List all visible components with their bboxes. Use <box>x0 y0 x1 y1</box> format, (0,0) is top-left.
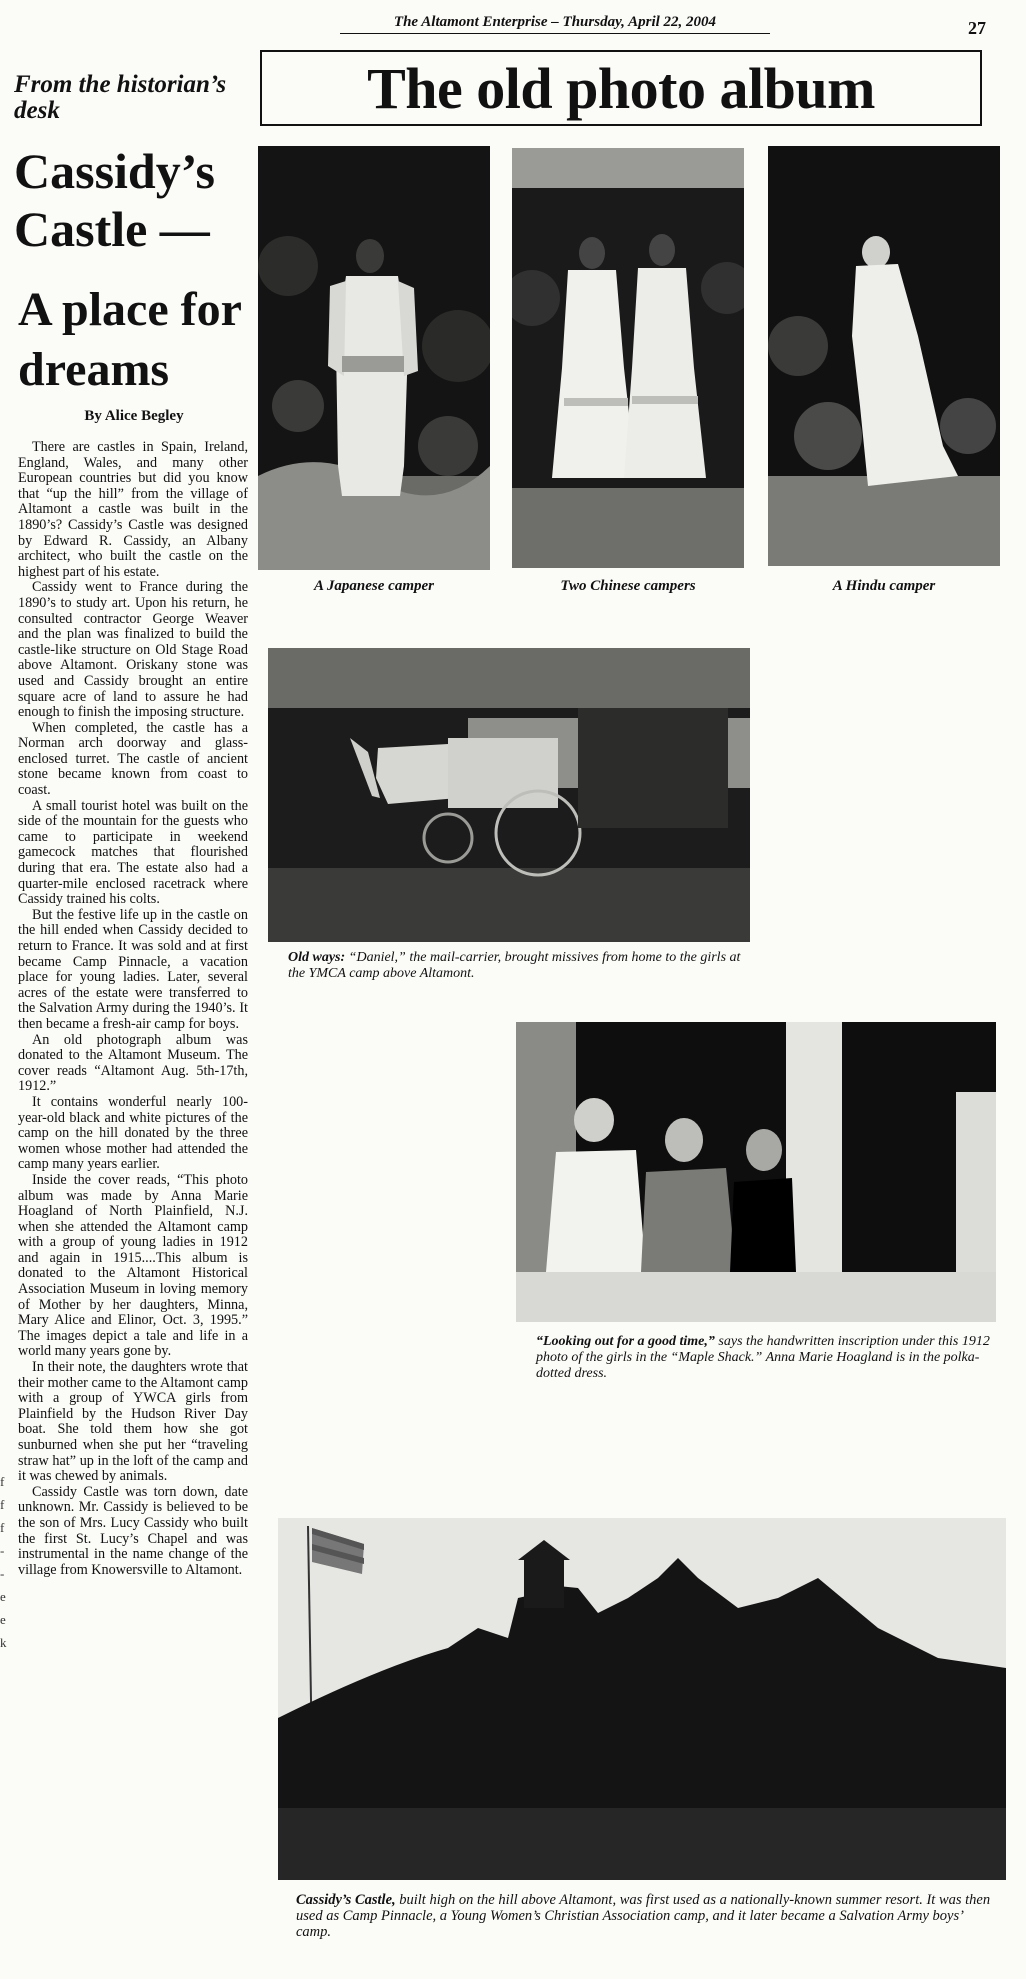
caption-text: says the handwritten inscription under this 1912 photo of the girls in the “Maple Shack.” Anna Marie Hoagland is in the polka-dotted dress. <box>536 1334 990 1381</box>
section-title: The old photo album <box>367 55 875 121</box>
byline: By Alice Begley <box>84 408 184 424</box>
photo-japanese-camper <box>258 146 490 570</box>
caption-text: “Daniel,” the mail-carrier, brought missives from home to the girls at the YMCA camp above Altamont. <box>288 950 741 981</box>
edge-fragment: f <box>0 1497 5 1512</box>
article-paragraph: Cassidy went to France during the 1890’s to study art. Upon his return, he consulted contractor George Weaver and the plan was finalized to build the castle-like structure on Old Stage Road above Altamont. Oriskany stone was used and Cassidy brought an entire square acre of land to assure he had enough to finish the imposing structure. <box>18 579 248 721</box>
article-paragraph: When completed, the castle has a Norman arch doorway and glass-enclosed turret. The castle of ancient stone became known from coast to coast. <box>18 719 248 799</box>
caption-lead: “Looking out for a good time,” <box>536 1334 715 1349</box>
caption-maple-shack <box>536 1334 996 1382</box>
article-paragraph: It contains wonderful nearly 100-year-old black and white pictures of the camp on the hill donated by the three women whose mother had attended the camp many years earlier. <box>18 1093 248 1173</box>
photo-chinese-campers <box>512 148 744 568</box>
article-paragraph: Inside the cover reads, “This photo album was made by Anna Marie Hoagland of North Plainfield, N.J. when she attended the Altamont camp with a group of young ladies in 1912 and again in 1915....This album is donated to the Altamont Historical Association Museum in loving memory of Mother by her daughters, Minna, Mary Alice and Elinor, Oct. 3, 1995.” The images depict a tale and life in a world many years gone by. <box>18 1171 248 1360</box>
caption-lead: Cassidy’s Castle, <box>296 1892 396 1908</box>
article-paragraph: Cassidy Castle was torn down, date unknown. Mr. Cassidy is believed to be the son of Mrs. Lucy Cassidy who built the first St. Lucy’s Chapel and was instrumental in the name change of the village from Knowersville to Altamont. <box>18 1483 248 1578</box>
article-paragraph: A small tourist hotel was built on the side of the mountain for the guests who came to participate in weekend gamecock matches that flourished during that era. The estate also had a quarter-mile enclosed racetrack where Cassidy trained his colts. <box>18 797 248 908</box>
edge-fragment: e <box>0 1589 6 1604</box>
article-body <box>18 440 248 1578</box>
caption-text: built high on the hill above Altamont, was first used as a nationally-known summer resort. It was then used as Camp Pinnacle, a Young Women’s Christian Association camp, and it later became a Salvation Army boys’ camp. <box>296 1892 991 1940</box>
edge-fragment: f <box>0 1474 5 1489</box>
article-paragraph: But the festive life up in the castle on the hill ended when Cassidy decided to return to France. It was sold and at first became Camp Pinnacle, a vacation place for young ladies. Later, several acres of the estate were transferred to the Salvation Army during the 1940’s. It then became a fresh-air camp for boys. <box>18 906 248 1032</box>
article-paragraph: There are castles in Spain, Ireland, England, Wales, and many other European countries but did you know that “up the hill” from the village of Altamont a castle was built in the 1890’s? Cassidy’s Castle was designed by Edward R. Cassidy, an Albany architect, who built the castle on the highest part of his estate. <box>18 439 248 580</box>
article-paragraph: In their note, the daughters wrote that their mother came to the Altamont camp with a group of YWCA girls from Plainfield by the Hudson River Day boat. She told them how she got sunburned when she put her “traveling straw hat” up in the loft of the camp and it was chewed by animals. <box>18 1359 248 1485</box>
section-title-box <box>260 50 982 126</box>
edge-fragments <box>0 1470 12 1654</box>
photo-mail-carrier <box>268 648 750 942</box>
photo-hindu-camper <box>768 146 1000 566</box>
photo-maple-shack <box>516 1022 996 1322</box>
photo-cassidys-castle <box>278 1518 1006 1880</box>
edge-fragment: f <box>0 1520 5 1535</box>
headline-secondary: A place for dreams <box>18 283 242 396</box>
caption-cassidys-castle <box>296 1892 996 1940</box>
headline-primary: Cassidy’s Castle — <box>14 143 215 257</box>
caption-japanese-camper: A Japanese camper <box>314 578 434 594</box>
page-number: 27 <box>968 18 986 38</box>
caption-lead: Old ways: <box>288 950 346 965</box>
masthead: The Altamont Enterprise – Thursday, April 22, 2004 <box>340 14 770 34</box>
article-paragraph: An old photograph album was donated to the Altamont Museum. The cover reads “Altamont Aug. 5th-17th, 1912.” <box>18 1031 248 1095</box>
caption-hindu-camper: A Hindu camper <box>832 578 936 594</box>
edge-fragment: k <box>0 1635 7 1650</box>
caption-mail-carrier <box>288 950 758 982</box>
kicker: From the historian’s desk <box>14 71 227 124</box>
edge-fragment: - <box>0 1566 5 1581</box>
edge-fragment: - <box>0 1543 5 1558</box>
edge-fragment: e <box>0 1612 6 1627</box>
caption-chinese-campers: Two Chinese campers <box>560 578 696 594</box>
